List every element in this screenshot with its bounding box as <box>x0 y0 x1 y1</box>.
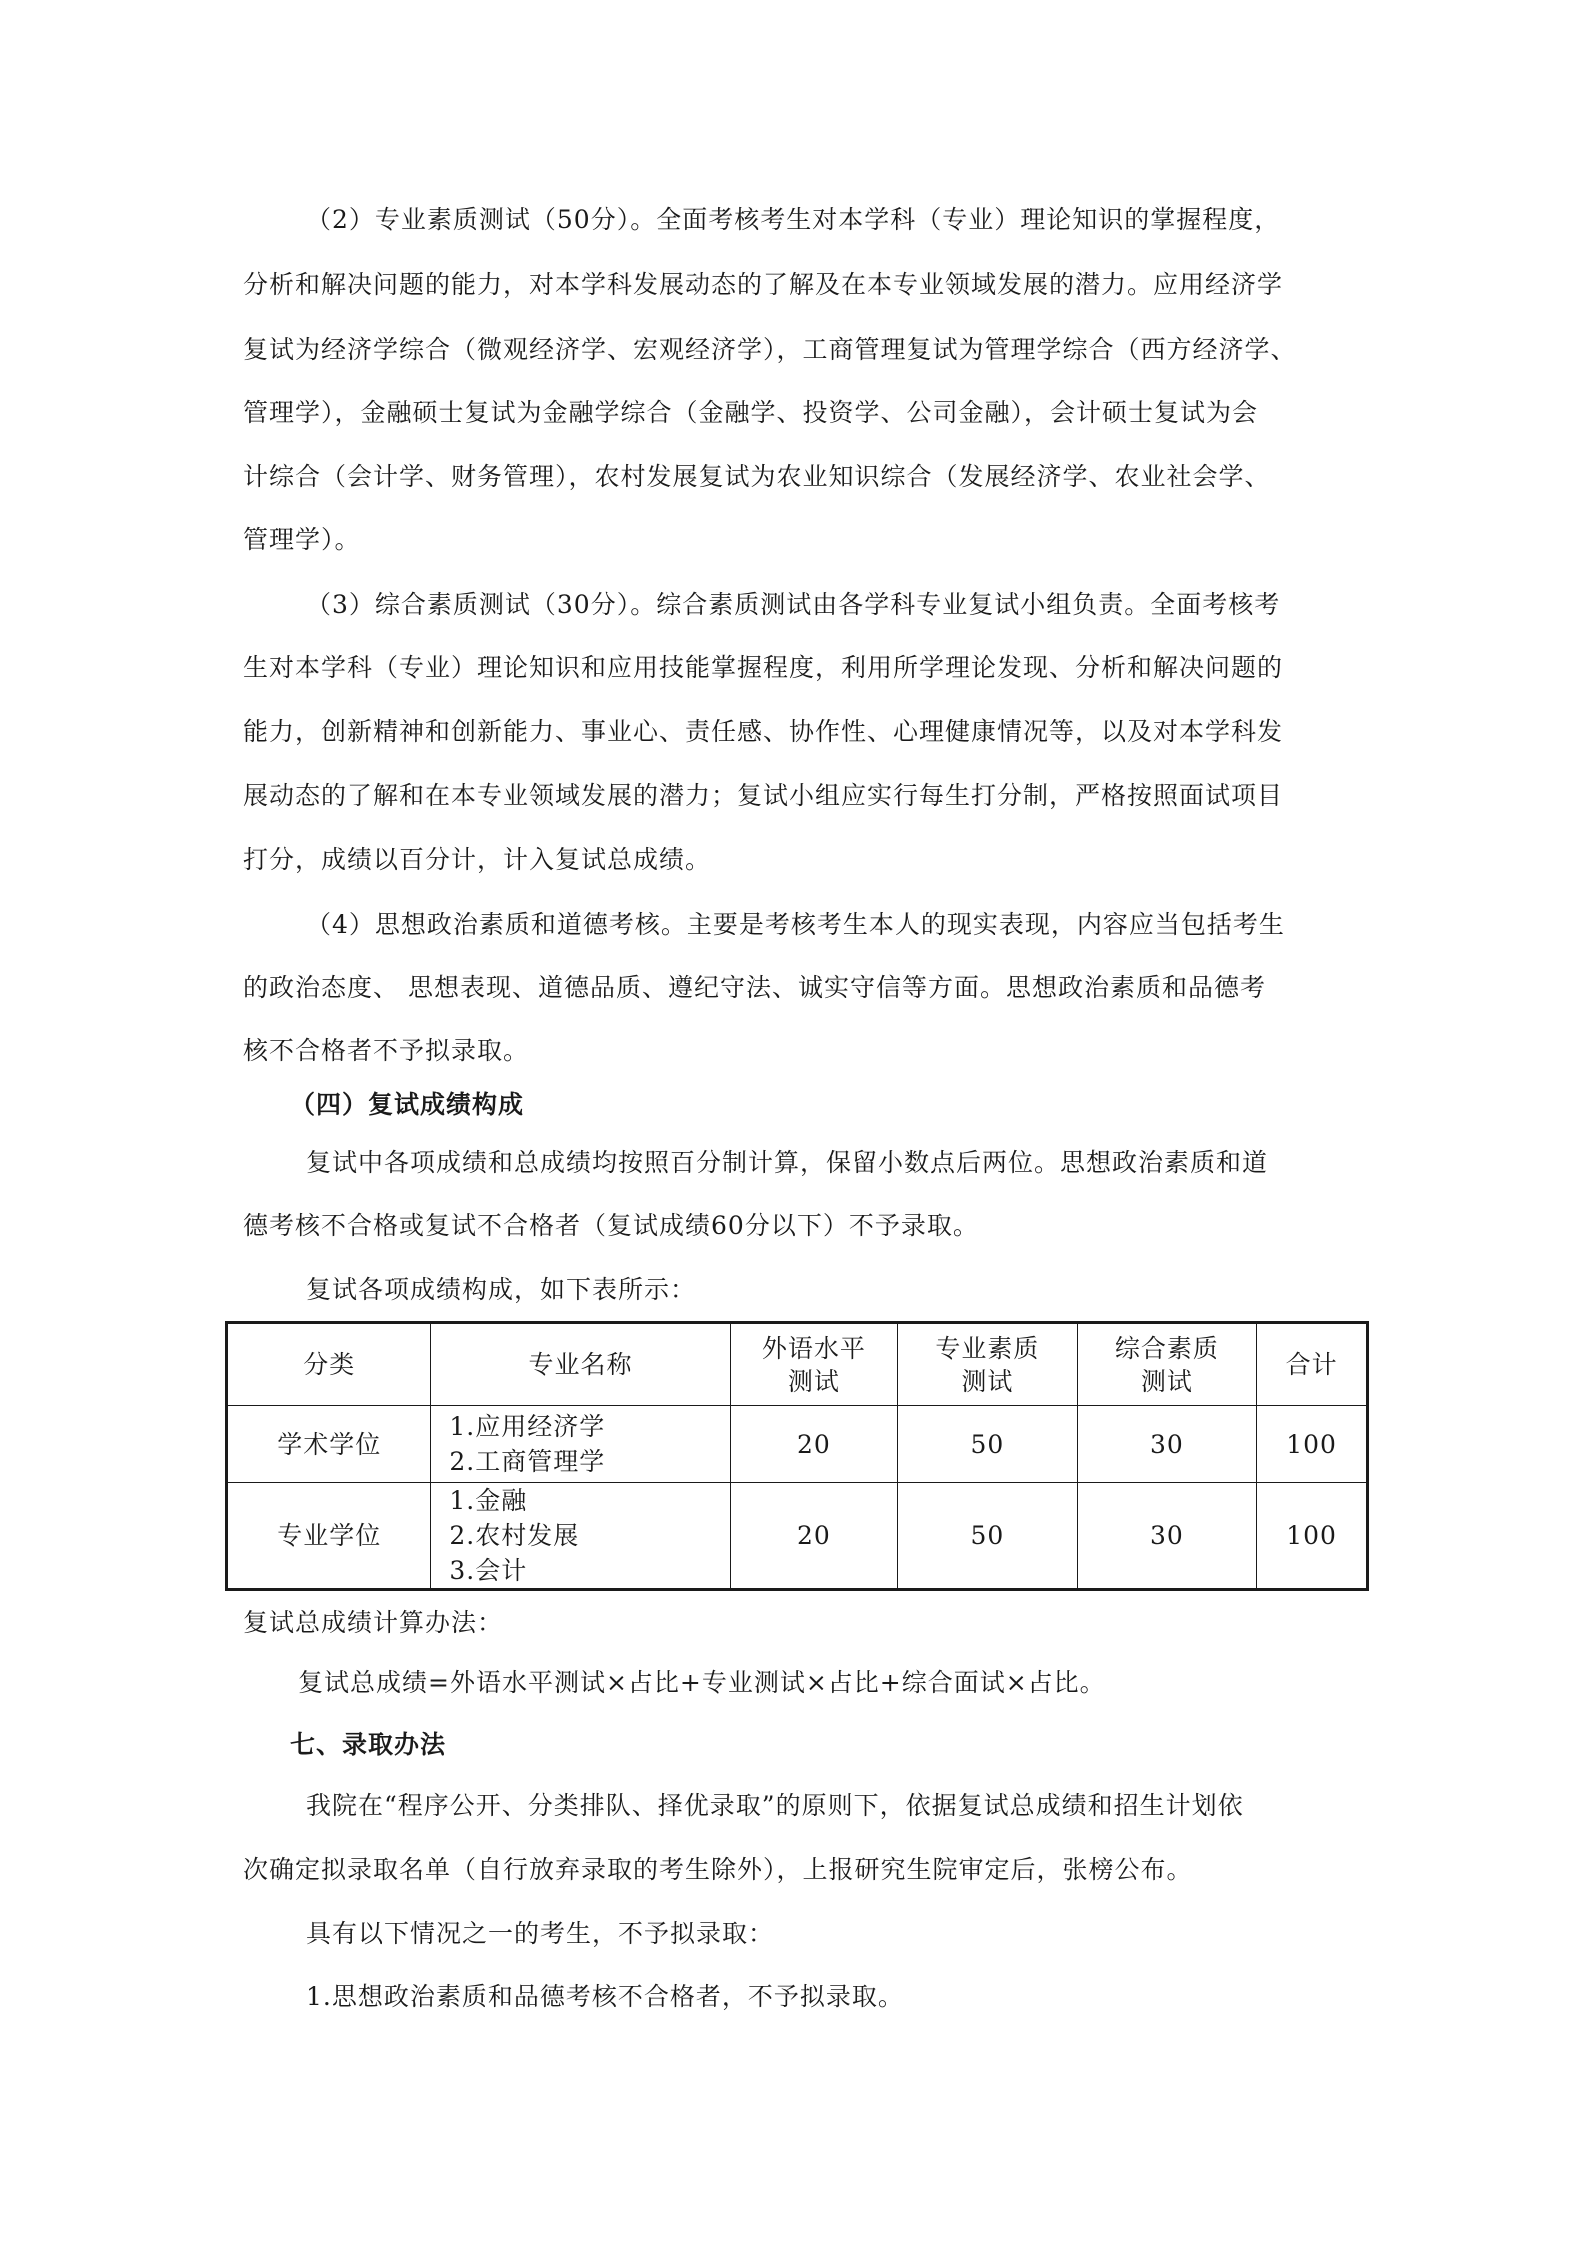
header-professional-test: 专业素质 测试 <box>898 1323 1078 1406</box>
table-row <box>227 1406 1368 1483</box>
cell-category: 专业学位 <box>227 1483 431 1590</box>
paragraph-line: 展动态的了解和在本专业领域发展的潜力；复试小组应实行每生打分制，严格按照面试项目 <box>243 781 1284 810</box>
table-intro: 复试各项成绩构成，如下表所示： <box>306 1275 697 1304</box>
cell-professional: 50 <box>898 1483 1078 1590</box>
paragraph-line: 管理学），金融硕士复试为金融学综合（金融学、投资学、公司金融），会计硕士复试为会 <box>243 398 1259 427</box>
header-category: 分类 <box>227 1323 431 1406</box>
paragraph-line: 复试为经济学综合（微观经济学、宏观经济学），工商管理复试为管理学综合（西方经济学、 <box>243 335 1297 364</box>
paragraph-line: 我院在“程序公开、分类排队、择优录取”的原则下，依据复试总成绩和招生计划依 <box>306 1791 1244 1820</box>
score-composition-table <box>225 1321 1369 1591</box>
paragraph-line: （3）综合素质测试（30分）。综合素质测试由各学科专业复试小组负责。全面考核考 <box>306 590 1281 619</box>
calc-method-title: 复试总成绩计算办法： <box>243 1608 504 1637</box>
paragraph-line: 分析和解决问题的能力，对本学科发展动态的了解及在本专业领域发展的潜力。应用经济学 <box>243 270 1284 299</box>
header-foreign-language-test: 外语水平 测试 <box>730 1323 898 1406</box>
cell-comprehensive: 30 <box>1077 1483 1257 1590</box>
paragraph-line: 生对本学科（专业）理论知识和应用技能掌握程度，利用所学理论发现、分析和解决问题的 <box>243 653 1284 682</box>
paragraph-line: 复试中各项成绩和总成绩均按照百分制计算，保留小数点后两位。思想政治素质和道 <box>306 1148 1269 1177</box>
cell-majors: 1.应用经济学 2.工商管理学 <box>431 1406 730 1483</box>
cell-majors: 1.金融 2.农村发展 3.会计 <box>431 1483 730 1590</box>
paragraph-line: 具有以下情况之一的考生，不予拟录取： <box>306 1919 775 1948</box>
cell-foreign: 20 <box>730 1406 898 1483</box>
cell-foreign: 20 <box>730 1483 898 1590</box>
paragraph-line: 能力，创新精神和创新能力、事业心、责任感、协作性、心理健康情况等，以及对本学科发 <box>243 717 1284 746</box>
paragraph-line: 打分，成绩以百分计，计入复试总成绩。 <box>243 845 712 874</box>
paragraph-line: 管理学）。 <box>243 525 361 554</box>
paragraph-line: （4）思想政治素质和道德考核。主要是考核考生本人的现实表现，内容应当包括考生 <box>306 910 1285 939</box>
cell-total: 100 <box>1257 1483 1368 1590</box>
paragraph-line: 次确定拟录取名单（自行放弃录取的考生除外），上报研究生院审定后，张榜公布。 <box>243 1855 1193 1884</box>
paragraph-line: 核不合格者不予拟录取。 <box>243 1036 530 1065</box>
calc-formula: 复试总成绩=外语水平测试×占比+专业测试×占比+综合面试×占比。 <box>298 1668 1106 1697</box>
paragraph-line: 1.思想政治素质和品德考核不合格者，不予拟录取。 <box>306 1982 904 2011</box>
section-heading: 七、录取办法 <box>290 1730 447 1759</box>
section-heading: （四）复试成绩构成 <box>290 1090 525 1119</box>
header-total: 合计 <box>1257 1323 1368 1406</box>
paragraph-line: 计综合（会计学、财务管理），农村发展复试为农业知识综合（发展经济学、农业社会学、 <box>243 462 1271 491</box>
cell-category: 学术学位 <box>227 1406 431 1483</box>
paragraph-line: 的政治态度、 思想表现、道德品质、遵纪守法、诚实守信等方面。思想政治素质和品德考 <box>243 973 1266 1002</box>
paragraph-line: 德考核不合格或复试不合格者（复试成绩60分以下）不予录取。 <box>243 1211 979 1240</box>
table-row <box>227 1483 1368 1590</box>
header-comprehensive-test: 综合素质 测试 <box>1077 1323 1257 1406</box>
header-major: 专业名称 <box>431 1323 730 1406</box>
cell-comprehensive: 30 <box>1077 1406 1257 1483</box>
cell-professional: 50 <box>898 1406 1078 1483</box>
table-header-row <box>227 1323 1368 1406</box>
cell-total: 100 <box>1257 1406 1368 1483</box>
paragraph-line: （2）专业素质测试（50分）。全面考核考生对本学科（专业）理论知识的掌握程度， <box>306 205 1281 234</box>
